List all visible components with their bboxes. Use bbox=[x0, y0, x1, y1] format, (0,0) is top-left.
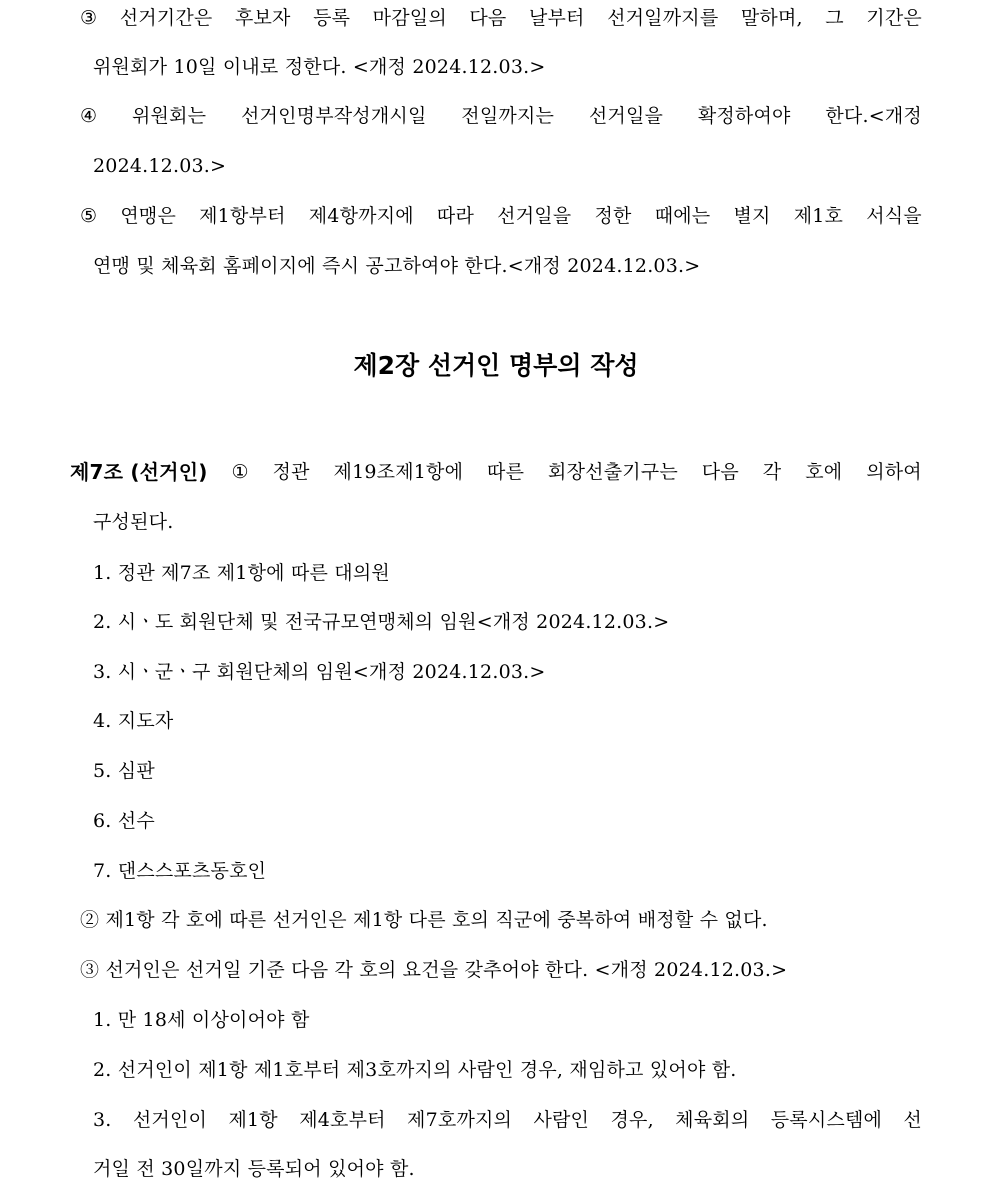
word: 제19조제1항에 bbox=[333, 461, 464, 483]
article-heading: 제7조 (선거인) bbox=[70, 460, 208, 484]
word: 경우, bbox=[610, 1109, 654, 1131]
list-item: 2. 선거인이 제1항 제1호부터 제3호까지의 사람인 경우, 재임하고 있어야 함. bbox=[93, 1059, 737, 1081]
word: 정관 bbox=[272, 461, 310, 483]
paragraph-4-line-1 bbox=[80, 104, 922, 128]
word: 별지 bbox=[733, 205, 771, 227]
paragraph-5-line-1 bbox=[80, 204, 922, 228]
word: 다음 bbox=[701, 461, 739, 483]
word: 3. bbox=[93, 1109, 112, 1131]
word: 선거일을 bbox=[588, 105, 664, 127]
word: 선거인이 bbox=[132, 1109, 208, 1131]
paragraph-marker: ⑤ bbox=[80, 205, 98, 227]
article-7-paragraph-3: ③ 선거인은 선거일 기준 다음 각 호의 요건을 갖추어야 한다. <개정 2024.12.03.> bbox=[80, 959, 788, 981]
word: 서식을 bbox=[866, 205, 922, 227]
word: 체육회의 bbox=[675, 1109, 750, 1131]
word: 제1호 bbox=[793, 205, 844, 227]
word: 위원회는 bbox=[132, 105, 207, 127]
word: 등록시스템에 bbox=[770, 1109, 883, 1131]
word: 의하여 bbox=[866, 461, 922, 483]
word: 따라 bbox=[436, 205, 475, 227]
article-7-line-2: 구성된다. bbox=[93, 511, 174, 533]
word: 따른 bbox=[487, 461, 525, 483]
word: 마감일의 bbox=[372, 7, 447, 29]
word: 제1항 bbox=[228, 1109, 278, 1131]
word: 선 bbox=[903, 1109, 922, 1131]
paragraph-3-line-1 bbox=[80, 6, 922, 30]
word: 날부터 bbox=[528, 7, 585, 29]
list-item: 2. 시ㆍ도 회원단체 및 전국규모연맹체의 임원<개정 2024.12.03.> bbox=[93, 611, 670, 633]
word: 연맹은 bbox=[120, 205, 177, 227]
paragraph-marker: ③ bbox=[80, 7, 98, 29]
word: 회장선출기구는 bbox=[548, 461, 678, 483]
word: 후보자 bbox=[234, 7, 291, 29]
word: 제4항까지에 bbox=[308, 205, 414, 227]
list-item: 7. 댄스스포츠동호인 bbox=[93, 860, 267, 882]
paragraph-marker: ④ bbox=[80, 105, 98, 127]
chapter-title: 제2장 선거인 명부의 작성 bbox=[353, 351, 639, 380]
paragraph-marker: ① bbox=[231, 461, 249, 483]
list-item: 5. 심판 bbox=[93, 760, 155, 782]
word: 등록 bbox=[313, 7, 351, 29]
list-item: 1. 만 18세 이상이어야 함 bbox=[93, 1009, 310, 1031]
article-7-paragraph-2: ② 제1항 각 호에 따른 선거인은 제1항 다른 호의 직군에 중복하여 배정할 수 없다. bbox=[80, 909, 768, 931]
word: 호에 bbox=[805, 461, 843, 483]
word: 제1항부터 bbox=[199, 205, 286, 227]
word: 전일까지는 bbox=[461, 105, 555, 127]
word: 다음 bbox=[469, 7, 507, 29]
list-item: 4. 지도자 bbox=[93, 710, 174, 732]
word: 때에는 bbox=[654, 205, 711, 227]
word: 정한 bbox=[594, 205, 632, 227]
word: 사람인 bbox=[533, 1109, 590, 1131]
word: 한다.<개정 bbox=[825, 105, 922, 127]
word: 선거일을 bbox=[497, 205, 572, 227]
paragraph-4-line-2: 2024.12.03.> bbox=[93, 155, 227, 177]
list-item-3-line-2: 거일 전 30일까지 등록되어 있어야 함. bbox=[93, 1158, 415, 1180]
list-item: 3. 시ㆍ군ㆍ구 회원단체의 임원<개정 2024.12.03.> bbox=[93, 661, 546, 683]
word: 선거기간은 bbox=[119, 7, 213, 29]
list-item: 6. 선수 bbox=[93, 810, 155, 832]
list-item-3-line-1 bbox=[93, 1108, 922, 1132]
word: 제4호부터 bbox=[299, 1109, 386, 1131]
word: 제7호까지의 bbox=[407, 1109, 513, 1131]
word: 그 bbox=[825, 7, 844, 29]
word: 선거인명부작성개시일 bbox=[240, 105, 427, 127]
article-7-line-1 bbox=[70, 460, 922, 484]
list-item: 1. 정관 제7조 제1항에 따른 대의원 bbox=[93, 562, 390, 584]
word: 선거일까지를 bbox=[607, 7, 719, 29]
word: 각 bbox=[762, 461, 782, 483]
paragraph-3-line-2: 위원회가 10일 이내로 정한다. <개정 2024.12.03.> bbox=[93, 56, 546, 78]
paragraph-5-line-2: 연맹 및 체육회 홈페이지에 즉시 공고하여야 한다.<개정 2024.12.03.> bbox=[93, 255, 701, 277]
word: 말하며, bbox=[740, 7, 803, 29]
word: 확정하여야 bbox=[697, 105, 791, 127]
word: 기간은 bbox=[866, 7, 922, 29]
